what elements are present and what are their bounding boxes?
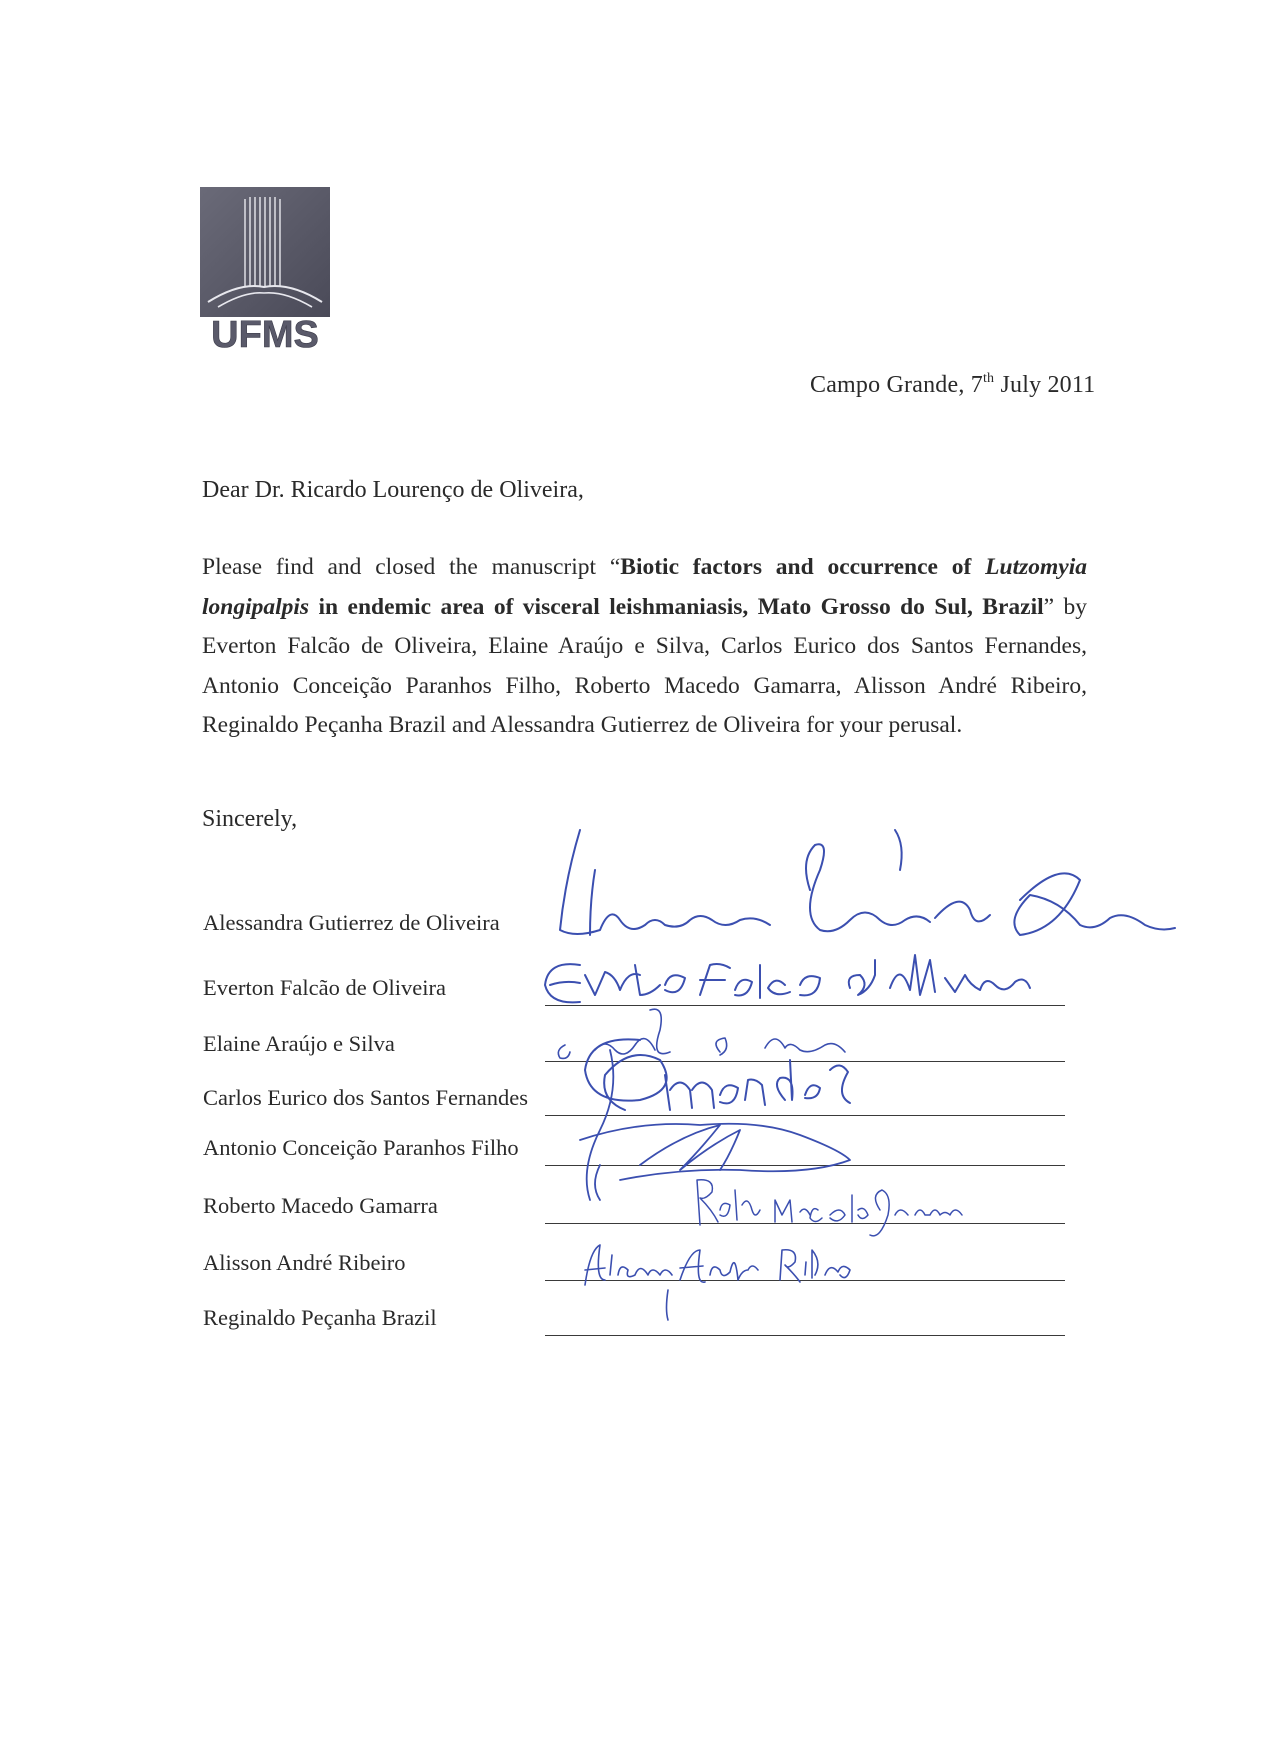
- letter-date: Campo Grande, 7th July 2011: [810, 371, 1096, 398]
- logo-text: UFMS: [211, 314, 319, 351]
- signatory-name: Carlos Eurico dos Santos Fernandes: [203, 1085, 528, 1110]
- signature-row: [0, 1031, 1275, 1071]
- signatory-name: Roberto Macedo Gamarra: [203, 1193, 438, 1218]
- signature-row: [0, 1135, 1275, 1175]
- signature-row: [0, 1305, 1275, 1345]
- signature-line: [545, 1335, 1065, 1336]
- signatory-name: Alessandra Gutierrez de Oliveira: [203, 910, 500, 935]
- manuscript-title: Biotic factors and occurrence of Lutzomyia longipalpis in endemic area of visceral leishmaniasis, Mato Grosso do Sul, Brazil: [202, 554, 1087, 620]
- closing: Sincerely,: [202, 806, 298, 832]
- ufms-logo: [200, 187, 330, 351]
- signature-row: [0, 1085, 1275, 1125]
- signature-line: [545, 1280, 1065, 1281]
- signature-line: [545, 1115, 1065, 1116]
- letter-body: Please find and closed the manuscript “Biotic factors and occurrence of Lutzomyia longipalpis in endemic area of visceral leishmaniasis, Mato Grosso do Sul, Brazil” by Everton Falcão de Oliveira, Elaine Araújo e Silva, Carlos Eurico dos Santos Fernandes, Antonio Conceição Paranhos Filho, Roberto Macedo Gamarra, Alisson André Ribeiro, Reginaldo Peçanha Brazil and Alessandra Gutierrez de Oliveira for your perusal.: [202, 554, 1087, 738]
- signatory-name: Reginaldo Peçanha Brazil: [203, 1305, 437, 1330]
- signatory-name: Antonio Conceição Paranhos Filho: [203, 1135, 519, 1160]
- signatory-name: Elaine Araújo e Silva: [203, 1031, 395, 1056]
- signature-row: [0, 1193, 1275, 1233]
- signature-antonio: [580, 1050, 850, 1200]
- signature-row: [0, 910, 1275, 950]
- signature-line: [545, 1061, 1065, 1062]
- signature-line: [545, 1005, 1065, 1006]
- signature-row: [0, 975, 1275, 1015]
- signature-line: [545, 1223, 1065, 1224]
- signatory-name: Everton Falcão de Oliveira: [203, 975, 447, 1000]
- signature-row: [0, 1250, 1275, 1290]
- salutation: Dear Dr. Ricardo Lourenço de Oliveira,: [202, 477, 584, 503]
- signatory-name: Alisson André Ribeiro: [203, 1250, 406, 1275]
- signature-line: [545, 1165, 1065, 1166]
